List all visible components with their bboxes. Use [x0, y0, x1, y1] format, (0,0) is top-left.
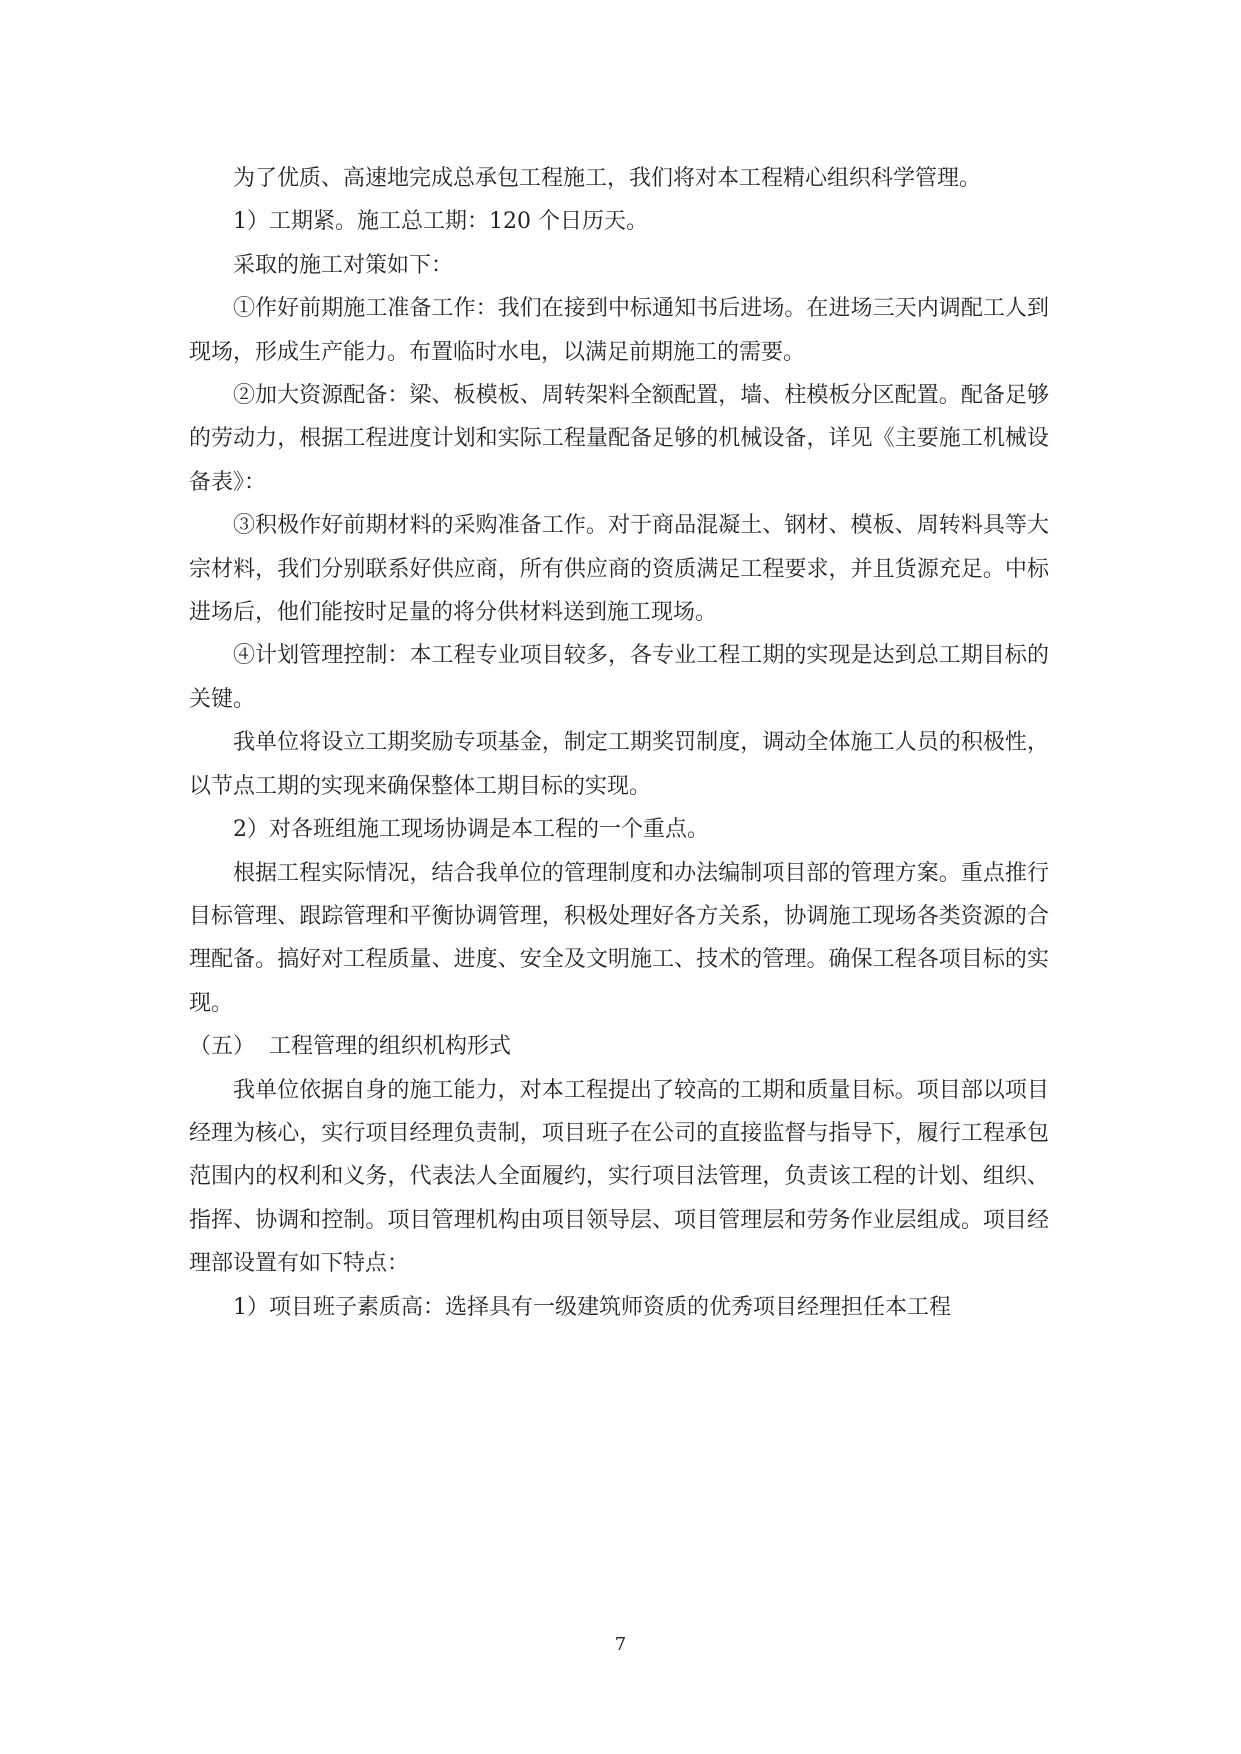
paragraph-intro: 为了优质、高速地完成总承包工程施工，我们将对本工程精心组织科学管理。 [233, 166, 982, 191]
section-title: 工程管理的组织机构形式 [269, 1034, 512, 1060]
paragraph-measure-2: ②加大资源配备：梁、板模板、周转架料全额配置，墙、柱模板分区配置。配备足够的劳动力，根据工程进度计划和实际工程量配备足够的机械设备，详见《主要施工机械设备表》： [189, 383, 1049, 495]
paragraph-incentive-fund: 我单位将设立工期奖励专项基金，制定工期奖罚制度，调动全体施工人员的积极性，以节点工期的实现来确保整体工期目标的实现。 [189, 730, 1049, 799]
section-heading [189, 1025, 1049, 1068]
paragraph-measure-3: ③积极作好前期材料的采购准备工作。对于商品混凝土、钢材、模板、周转料具等大宗材料，我们分别联系好供应商，所有供应商的资质满足工程要求，并且货源充足。中标进场后，他们能按时足量的将分供材料送到施工现场。 [189, 513, 1049, 626]
paragraph-team-coordination: 2）对各班组施工现场协调是本工程的一个重点。 [233, 817, 709, 843]
paragraph-measure-1: ①作好前期施工准备工作：我们在接到中标通知书后进场。在进场三天内调配工人到现场，形成生产能力。布置临时水电，以满足前期施工的需要。 [189, 296, 1049, 365]
page-number: 7 [614, 1634, 627, 1655]
paragraph-management-plan: 根据工程实际情况，结合我单位的管理制度和办法编制项目部的管理方案。重点推行目标管理、跟踪管理和平衡协调管理，积极处理好各方关系，协调施工现场各类资源的合理配备。搞好对工程质量、进度、安全及文明施工、技术的管理。确保工程各项目标的实现。 [189, 860, 1049, 1016]
section-number: （五） [189, 1034, 256, 1060]
paragraph-measure-4: ④计划管理控制：本工程专业项目较多，各专业工程工期的实现是达到总工期目标的关键。 [189, 643, 1049, 712]
paragraph-countermeasures-intro: 采取的施工对策如下： [233, 252, 454, 278]
paragraph-organization: 我单位依据自身的施工能力，对本工程提出了较高的工期和质量目标。项目部以项目经理为核心，实行项目经理负责制，项目班子在公司的直接监督与指导下，履行工程承包范围内的权利和义务，代表法人全面履约，实行项目法管理，负责该工程的计划、组织、指挥、协调和控制。项目管理机构由项目领导层、项目管理层和劳务作业层组成。项目经理部设置有如下特点： [189, 1077, 1049, 1277]
document-body [189, 157, 1049, 1329]
paragraph-schedule-tight: 1）工期紧。施工总工期：120 个日历天。 [233, 209, 648, 235]
paragraph-team-quality: 1）项目班子素质高：选择具有一级建筑师资质的优秀项目经理担任本工程 [233, 1294, 951, 1320]
